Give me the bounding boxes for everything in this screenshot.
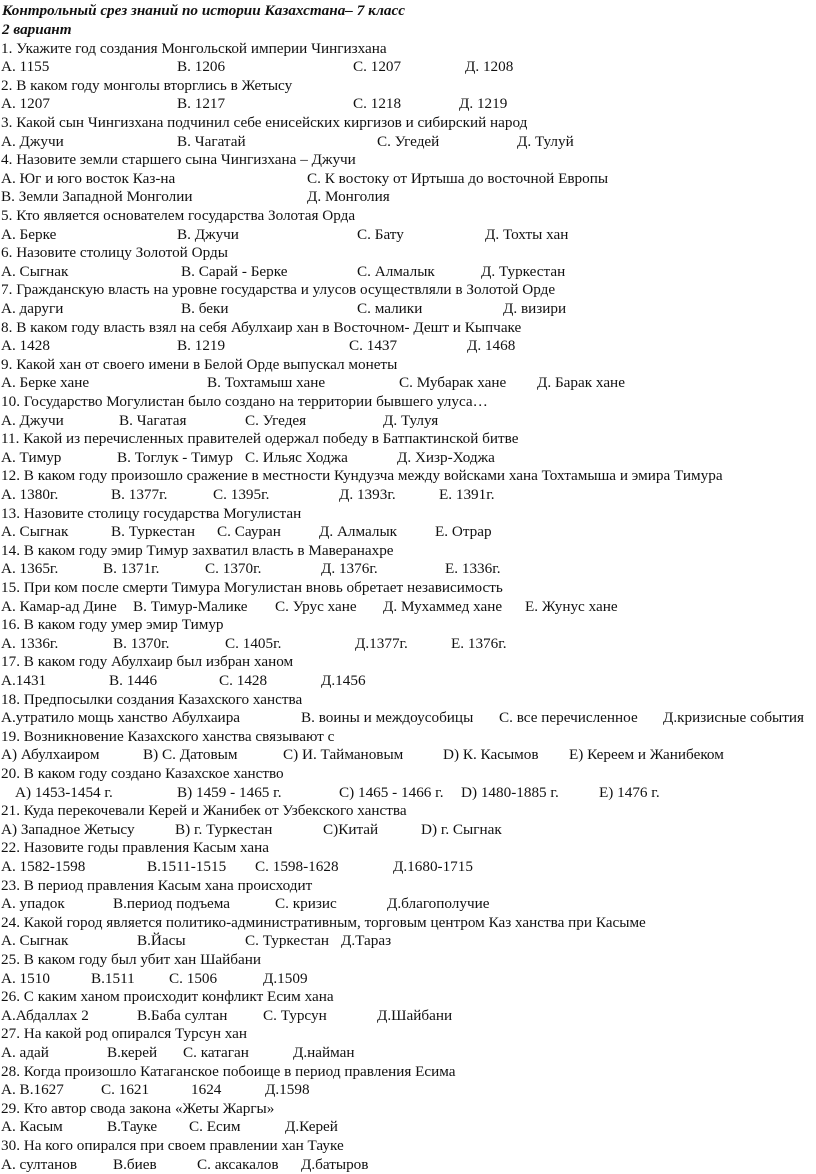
answer-options-q19 — [0, 746, 816, 765]
answer-option: С. Бату — [357, 225, 404, 243]
answer-option: А) 1453-1454 г. — [15, 783, 113, 801]
question-11 — [0, 430, 816, 449]
answer-option: D) 1480-1885 г. — [461, 783, 559, 801]
question-text: 29. Кто автор свода закона «Жеты Жаргы» — [1, 1099, 275, 1117]
answer-option: В) 1459 - 1465 г. — [177, 783, 282, 801]
question-19 — [0, 728, 816, 747]
answer-option: С. 1370г. — [205, 560, 262, 578]
answer-options-q28 — [0, 1081, 816, 1100]
answer-options-q12 — [0, 486, 816, 505]
answer-option: В. Джучи — [177, 225, 239, 243]
answer-option: А.утратило мощь ханство Абулхаира — [1, 709, 241, 727]
answer-option: Д.1377г. — [355, 634, 408, 652]
question-text: 19. Возникновение Казахского ханства связывают с — [1, 727, 335, 745]
answer-option: Д.Керей — [285, 1118, 338, 1136]
answer-option: Д. Барак хане — [537, 374, 625, 392]
answer-option: Е. 1376г. — [451, 634, 507, 652]
answer-option: Д. 1208 — [465, 58, 514, 76]
answer-option: Д. Хизр-Ходжа — [397, 448, 495, 466]
answer-option: С. 1621 — [101, 1081, 150, 1099]
answer-option: С. Угедей — [377, 132, 440, 150]
answer-option: А. султанов — [1, 1155, 78, 1173]
answer-option: А. Касым — [1, 1118, 63, 1136]
question-1 — [0, 40, 816, 59]
answer-option: Д.кризисные события — [663, 709, 805, 727]
answer-option: С. 1395г. — [213, 486, 270, 503]
answer-option: С. 1598-1628 — [255, 858, 339, 875]
question-text: 11. Какой из перечисленных правителей одержал победу в Батпактинской битве — [1, 430, 519, 448]
question-text: 26. С каким ханом происходит конфликт Есим хана — [1, 988, 334, 1006]
answer-option: С. Ильяс Ходжа — [245, 448, 348, 466]
answer-option: С) 1465 - 1466 г. — [339, 783, 444, 801]
question-12 — [0, 467, 816, 486]
answer-option: С. Угедея — [245, 411, 307, 429]
question-text: 30. На кого опирался при своем правлении хан Тауке — [1, 1137, 344, 1154]
question-text: 7. Гражданскую власть на уровне государства и улусов осуществляли в Золотой Орде — [1, 281, 556, 299]
title-text: Контрольный срез знаний по истории Казахстана– 7 класс — [2, 2, 405, 19]
answer-option: А.1431 — [1, 672, 47, 689]
answer-option: С. Урус хане — [275, 597, 357, 615]
answer-options-q16 — [0, 635, 816, 654]
answer-option: В. Тоглук - Тимур — [117, 448, 233, 466]
answer-option: С. аксакалов — [197, 1155, 279, 1173]
answer-option: В. 1377г. — [111, 486, 168, 503]
answer-option: В.Йасы — [137, 932, 186, 950]
question-8 — [0, 319, 816, 338]
answer-option: А) Абулхаиром — [1, 746, 100, 764]
answer-option: В. Тохтамыш хане — [207, 374, 326, 392]
answer-option: А. В.1627 — [1, 1081, 64, 1099]
answer-option: С. Туркестан — [245, 932, 329, 950]
answer-option: Д. Тохты хан — [485, 225, 569, 243]
answer-option: А. Тимур — [1, 448, 62, 466]
answer-option: Д.Тараз — [341, 932, 392, 950]
answer-option: Е. Отрар — [435, 523, 492, 541]
answer-option: А. упадок — [1, 895, 65, 913]
answer-option: С. Алмалык — [357, 262, 435, 280]
answer-options-q22 — [0, 858, 816, 877]
question-28 — [0, 1063, 816, 1082]
answer-option: Д. Туркестан — [481, 262, 566, 280]
question-text: 15. При ком после смерти Тимура Могулистан вновь обретает независимость — [1, 579, 503, 596]
question-7 — [0, 281, 816, 300]
question-29 — [0, 1100, 816, 1119]
question-text: 2. В каком году монголы вторглись в Жетысу — [1, 76, 293, 94]
question-24 — [0, 914, 816, 933]
answer-option: Д.благополучие — [387, 895, 490, 913]
answer-option: А. Камар-ад Дине — [1, 597, 117, 615]
answer-options-q9 — [0, 374, 816, 393]
question-18 — [0, 691, 816, 710]
answer-option: А. даруги — [1, 300, 64, 317]
answer-option: С)Китай — [323, 820, 379, 838]
answer-options-q3 — [0, 133, 816, 152]
answer-option: Д.Шайбани — [377, 1006, 453, 1024]
question-15 — [0, 579, 816, 598]
answer-option: Д. Алмалык — [319, 523, 398, 541]
answer-option: С) И. Таймановым — [283, 746, 404, 764]
answer-option: Д. визири — [503, 300, 567, 317]
answer-option: А. 1510 — [1, 969, 50, 987]
answer-option: А. 1582-1598 — [1, 858, 86, 875]
question-9 — [0, 356, 816, 375]
question-22 — [0, 839, 816, 858]
answer-options-q5 — [0, 226, 816, 245]
question-text: 8. В каком году власть взял на себя Абулхаир хан в Восточном- Дешт и Кыпчаке — [1, 318, 522, 336]
answer-option: А. 1380г. — [1, 486, 59, 503]
document-title — [0, 2, 816, 21]
answer-options-q25 — [0, 970, 816, 989]
answer-option: 1624 — [191, 1081, 222, 1099]
question-text: 1. Укажите год создания Монгольской империи Чингизхана — [1, 39, 387, 57]
answer-option: А. 1336г. — [1, 634, 59, 652]
answer-options-q18 — [0, 709, 816, 728]
question-text: 23. В период правления Касым хана происходит — [1, 876, 313, 894]
answer-option: Д.найман — [293, 1044, 355, 1061]
answer-option: С. все перечисленное — [499, 709, 638, 727]
answer-option: Е. Жунус хане — [525, 597, 618, 615]
question-text: 10. Государство Могулистан было создано на территории бывшего улуса… — [1, 393, 488, 410]
question-text: 18. Предпосылки создания Казахского ханства — [1, 690, 303, 708]
answer-option: В. 1217 — [177, 95, 226, 113]
answer-option: С. 1207 — [353, 58, 402, 76]
answer-option: В.1511-1515 — [147, 858, 227, 875]
question-30 — [0, 1137, 816, 1156]
answer-option: В. беки — [181, 300, 229, 317]
question-16 — [0, 616, 816, 635]
answer-options-q26 — [0, 1007, 816, 1026]
answer-options-q7 — [0, 300, 816, 319]
answer-option: А. Джучи — [1, 132, 64, 150]
question-text: 4. Назовите земли старшего сына Чингизхана – Джучи — [1, 151, 356, 169]
answer-options-q2 — [0, 95, 816, 114]
answer-options-q10 — [0, 412, 816, 431]
question-text: 3. Какой сын Чингизхана подчинил себе енисейских киргизов и сибирский народ — [1, 114, 528, 131]
answer-option: А. Джучи — [1, 411, 64, 429]
answer-option: С. Сауран — [217, 523, 281, 541]
answer-options-q30 — [0, 1156, 816, 1174]
answer-options-q21 — [0, 821, 816, 840]
answer-option: Д. 1219 — [459, 95, 508, 113]
question-text: 25. В каком году был убит хан Шайбани — [1, 951, 262, 968]
question-text: 22. Назовите годы правления Касым хана — [1, 839, 270, 857]
answer-options-q11 — [0, 449, 816, 468]
answer-option: С. Турсун — [263, 1006, 327, 1024]
question-text: 24. Какой город является политико-административным, торговым центром Каз ханства при Касыме — [1, 913, 646, 931]
answer-option: В) С. Датовым — [143, 746, 238, 764]
question-23 — [0, 877, 816, 896]
answer-option: А. Сыгнак — [1, 262, 69, 280]
question-text: 17. В каком году Абулхаир был избран ханом — [1, 653, 294, 671]
answer-options-q17 — [0, 672, 816, 691]
question-26 — [0, 988, 816, 1007]
answer-option: D) г. Сыгнак — [421, 820, 502, 838]
variant-text: 2 вариант — [2, 20, 72, 38]
answer-option: Е. 1391г. — [439, 486, 495, 503]
answer-option: А. Берке — [1, 225, 57, 243]
answer-option: В. 1446 — [109, 672, 158, 689]
answer-option: А. 1207 — [1, 95, 50, 113]
question-21 — [0, 802, 816, 821]
answer-option: С. 1218 — [353, 95, 402, 113]
question-text: 27. На какой род опирался Турсун хан — [1, 1025, 248, 1043]
answer-option: А. 1365г. — [1, 560, 59, 578]
answer-option: Д. 1468 — [467, 337, 516, 355]
answer-option: В. Тимур-Малике — [133, 597, 248, 615]
answer-option: С. 1506 — [169, 969, 218, 987]
answer-option: А. 1155 — [1, 58, 50, 76]
answer-options-q24 — [0, 932, 816, 951]
answer-option: С. 1437 — [349, 337, 398, 355]
answer-option: А. адай — [1, 1044, 49, 1061]
answer-option: В.Баба султан — [137, 1006, 228, 1024]
question-20 — [0, 765, 816, 784]
answer-option: Е) Кереем и Жанибеком — [569, 746, 724, 764]
question-13 — [0, 505, 816, 524]
answer-option: Д.1456 — [321, 672, 366, 689]
answer-option: С. кризис — [275, 895, 337, 913]
question-text: 14. В каком году эмир Тимур захватил власть в Маверанахре — [1, 541, 394, 559]
answer-options-q13 — [0, 523, 816, 542]
question-text: 12. В каком году произошло сражение в местности Кундузча между войсками хана Тохтамыша и эмира Тимура — [1, 467, 723, 485]
answer-options-q20 — [0, 784, 816, 803]
question-text: 13. Назовите столицу государства Могулистан — [1, 504, 302, 522]
answer-option: А. 1428 — [1, 337, 50, 355]
answer-option: Д. Тулуя — [383, 411, 439, 429]
question-10 — [0, 393, 816, 412]
answer-options-q4 — [0, 188, 816, 207]
answer-option: В.период подъема — [113, 895, 231, 913]
answer-option: D) К. Касымов — [443, 746, 539, 764]
answer-options-q1 — [0, 58, 816, 77]
question-3 — [0, 114, 816, 133]
answer-option: С. малики — [357, 300, 423, 317]
answer-options-q15 — [0, 598, 816, 617]
answer-option: В.1511 — [91, 969, 135, 987]
answer-option: Д. Монголия — [307, 188, 390, 206]
answer-option: В. 1371г. — [103, 560, 160, 578]
answer-option: Д. Тулуй — [517, 132, 574, 150]
question-text: 6. Назовите столицу Золотой Орды — [1, 244, 228, 262]
answer-option: Д.1509 — [263, 969, 308, 987]
question-6 — [0, 244, 816, 263]
answer-option: Е) 1476 г. — [599, 783, 660, 801]
variant-label — [0, 21, 816, 40]
answer-option: А. Сыгнак — [1, 523, 69, 541]
answer-option: В. Туркестан — [111, 523, 195, 541]
answer-option: Е. 1336г. — [445, 560, 501, 578]
answer-option: В. 1219 — [177, 337, 226, 355]
question-text: 9. Какой хан от своего имени в Белой Орде выпускал монеты — [1, 355, 398, 373]
answer-option: Д.батыров — [301, 1155, 369, 1173]
question-25 — [0, 951, 816, 970]
question-text: 5. Кто является основателем государства Золотая Орда — [1, 207, 356, 224]
answer-option: В. 1206 — [177, 58, 226, 76]
answer-options-q8 — [0, 337, 816, 356]
answer-options-q6 — [0, 263, 816, 282]
question-17 — [0, 653, 816, 672]
answer-option: С. Есим — [189, 1118, 241, 1136]
answer-options-q4 — [0, 170, 816, 189]
answer-option: Д. Мухаммед хане — [383, 597, 503, 615]
answer-option: А. Юг и юго восток Каз-на — [1, 169, 176, 187]
question-text: 16. В каком году умер эмир Тимур — [1, 616, 224, 634]
answer-option: В. Чагатай — [177, 132, 246, 150]
answer-option: Д.1598 — [265, 1081, 310, 1099]
answer-option: В. воины и междоусобицы — [301, 709, 474, 727]
question-14 — [0, 542, 816, 561]
answer-option: Д. 1393г. — [339, 486, 396, 503]
answer-option: А) Западное Жетысу — [1, 820, 135, 838]
answer-options-q14 — [0, 560, 816, 579]
question-5 — [0, 207, 816, 226]
answer-option: С. 1428 — [219, 672, 268, 689]
answer-option: В. Чагатая — [119, 411, 187, 429]
answer-option: В.керей — [107, 1044, 158, 1061]
question-text: 21. Куда перекочевали Керей и Жанибек от Узбекского ханства — [1, 802, 407, 820]
question-text: 28. Когда произошло Катаганское побоище в период правления Есима — [1, 1062, 456, 1080]
question-4 — [0, 151, 816, 170]
question-text: 20. В каком году создано Казахское ханство — [1, 765, 284, 782]
answer-option: А. Сыгнак — [1, 932, 69, 950]
answer-option: В. 1370г. — [113, 634, 170, 652]
question-27 — [0, 1025, 816, 1044]
answer-option: Д.1680-1715 — [393, 858, 473, 875]
answer-options-q27 — [0, 1044, 816, 1063]
answer-option: А.Абдаллах 2 — [1, 1006, 89, 1024]
answer-option: С. 1405г. — [225, 634, 282, 652]
answer-option: В.биев — [113, 1155, 157, 1173]
question-2 — [0, 77, 816, 96]
answer-option: С. катаган — [183, 1044, 249, 1061]
answer-option: В. Земли Западной Монголии — [1, 188, 193, 206]
answer-option: С. Мубарак хане — [399, 374, 507, 392]
answer-option: В.Тауке — [107, 1118, 158, 1136]
answer-option: С. К востоку от Иртыша до восточной Европы — [307, 169, 609, 187]
answer-option: В. Сарай - Берке — [181, 262, 288, 280]
answer-option: Д. 1376г. — [321, 560, 378, 578]
answer-options-q23 — [0, 895, 816, 914]
answer-option: А. Берке хане — [1, 374, 90, 392]
answer-options-q29 — [0, 1118, 816, 1137]
answer-option: В) г. Туркестан — [175, 820, 273, 838]
